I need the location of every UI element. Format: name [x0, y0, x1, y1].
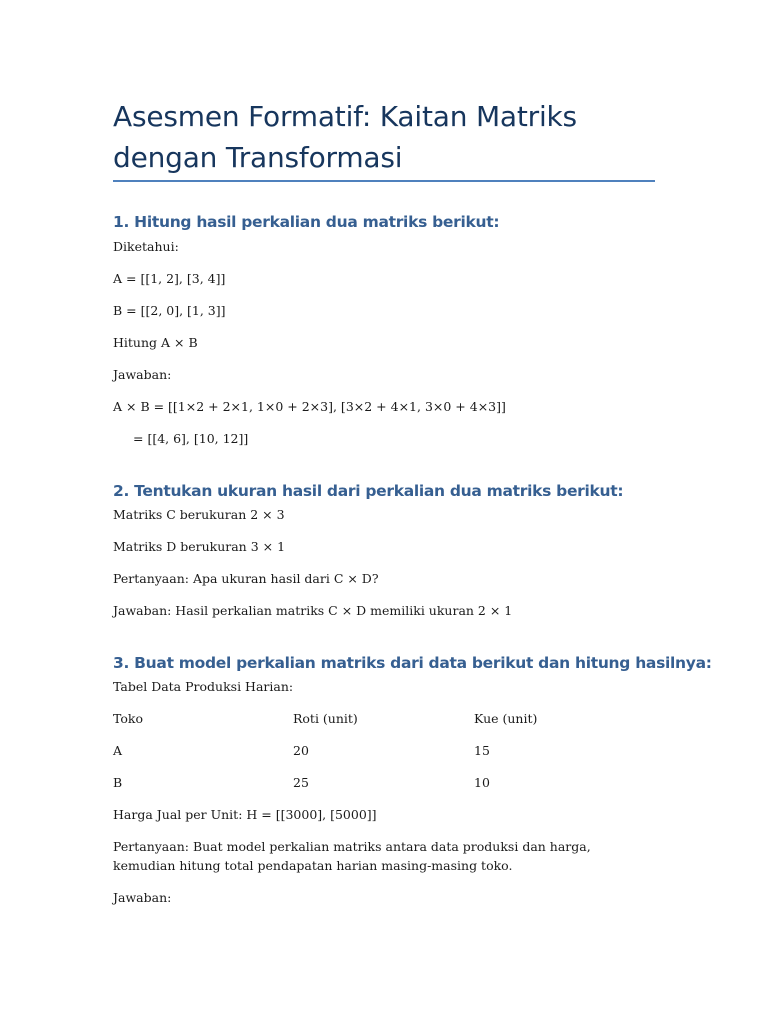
table-cell: 15	[474, 743, 490, 758]
q1-answer-label: Jawaban:	[113, 367, 172, 382]
table-cell: 20	[293, 743, 309, 758]
table-cell: B	[113, 775, 123, 790]
q3-table-label: Tabel Data Produksi Harian:	[113, 679, 294, 694]
question-1-heading: 1. Hitung hasil perkalian dua matriks berikut:	[113, 213, 500, 231]
table-cell: 10	[474, 775, 490, 790]
q2-matrix-d: Matriks D berukuran 3 × 1	[113, 539, 286, 554]
q2-answer: Jawaban: Hasil perkalian matriks C × D memiliki ukuran 2 × 1	[113, 603, 513, 618]
question-2-heading: 2. Tentukan ukuran hasil dari perkalian dua matriks berikut:	[113, 482, 624, 500]
q3-answer-label: Jawaban:	[113, 890, 172, 905]
q1-matrix-b: B = [[2, 0], [1, 3]]	[113, 303, 226, 318]
q3-question: Pertanyaan: Buat model perkalian matriks antara data produksi dan harga, kemudian hitung total pendapatan harian masing-masing toko.	[113, 839, 591, 873]
q3-price: Harga Jual per Unit: H = [[3000], [5000]]	[113, 807, 377, 822]
q1-task: Hitung A × B	[113, 335, 198, 350]
question-3-heading: 3. Buat model perkalian matriks dari data berikut dan hitung hasilnya:	[113, 654, 712, 672]
table-cell: 25	[293, 775, 309, 790]
q2-question: Pertanyaan: Apa ukuran hasil dari C × D?	[113, 571, 379, 586]
table-cell: A	[113, 743, 123, 758]
q1-answer-line-1: A × B = [[1×2 + 2×1, 1×0 + 2×3], [3×2 + 4×1, 3×0 + 4×3]]	[113, 399, 506, 414]
q2-matrix-c: Matriks C berukuran 2 × 3	[113, 507, 285, 522]
q1-given-label: Diketahui:	[113, 239, 179, 254]
table-header-cell: Roti (unit)	[293, 711, 358, 726]
table-header-cell: Toko	[113, 711, 143, 726]
table-header-cell: Kue (unit)	[474, 711, 538, 726]
q1-answer-line-2: = [[4, 6], [10, 12]]	[133, 431, 249, 446]
q1-matrix-a: A = [[1, 2], [3, 4]]	[113, 271, 226, 286]
page-title: Asesmen Formatif: Kaitan Matriks dengan Transformasi	[113, 100, 577, 174]
title-divider	[113, 180, 655, 182]
